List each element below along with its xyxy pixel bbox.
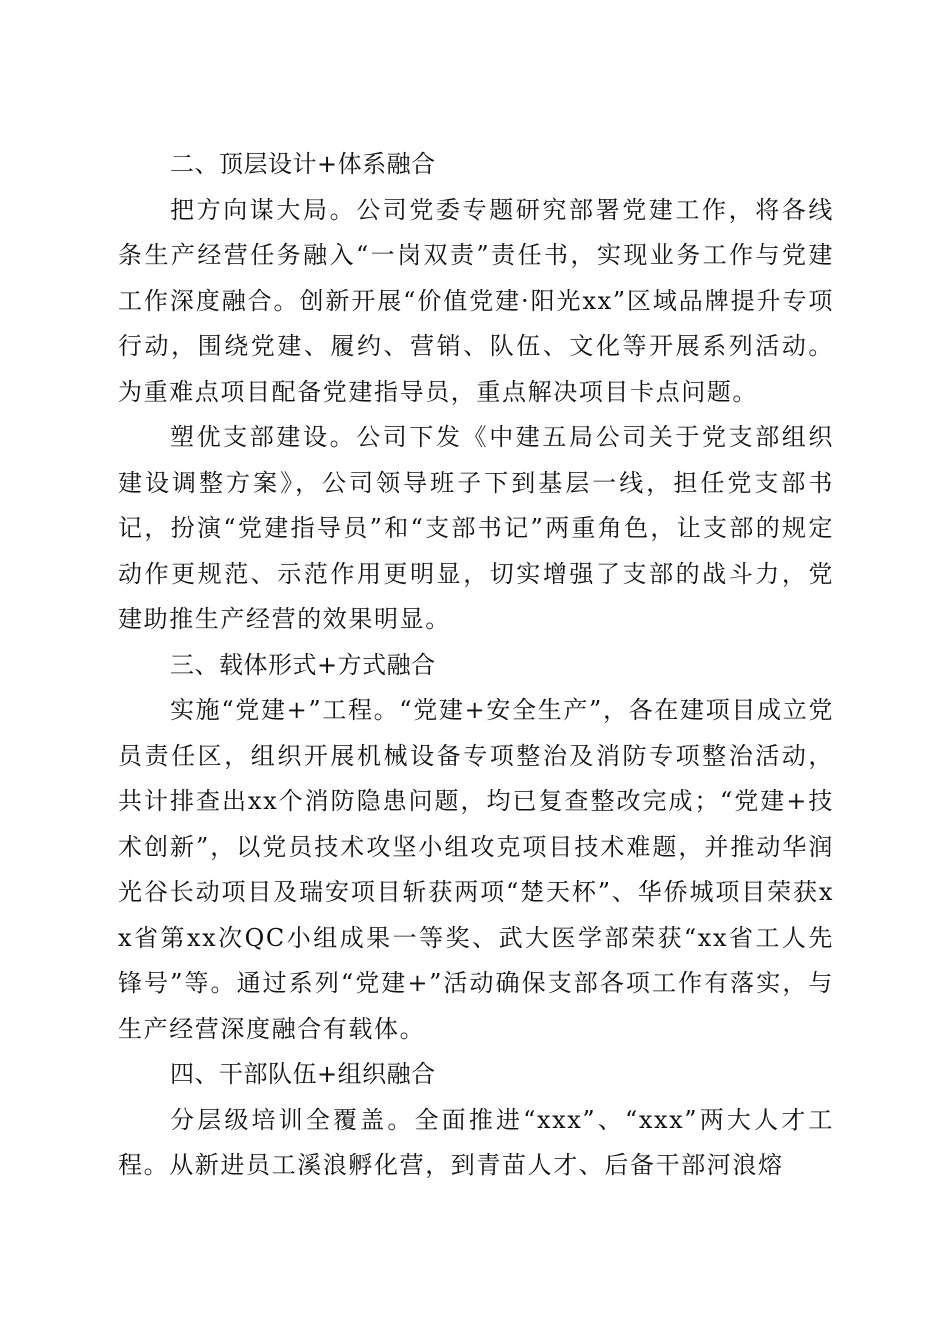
section-heading: 二、顶层设计+体系融合 xyxy=(170,150,436,178)
paragraph: 把方向谋大局。公司党委专题研究部署党建工作，将各线条生产经营任务融入“一岗双责”责任书，实现业务工作与党建工作深度融合。创新开展“价值党建·阳光xx”区域品牌提升专项行动，围绕党建、履约、营销、队伍、文化等开展系列活动。为重难点项目配备党建指导员，重点解决项目卡点问题。 xyxy=(118,195,834,406)
section-heading: 三、载体形式+方式融合 xyxy=(170,650,436,679)
paragraph: 实施“党建+”工程。“党建+安全生产”，各在建项目成立党员责任区，组织开展机械设备专项整治及消防专项整治活动，共计排查出xx个消防隐患问题，均已复查整改完成；“党建+技术创新”，以党员技术攻坚小组攻克项目技术难题，并推动华润光谷长动项目及瑞安项目斩获两项“楚天杯”、华侨城项目荣获xx省第xx次QC小组成果一等奖、武大医学部荣获“xx省工人先锋号”等。通过系列“党建+”活动确保支部各项工作有落实，与生产经营深度融合有载体。 xyxy=(118,696,834,1043)
paragraph: 塑优支部建设。公司下发《中建五局公司关于党支部组织建设调整方案》，公司领导班子下到基层一线，担任党支部书记，扮演“党建指导员”和“支部书记”两重角色，让支部的规定动作更规范、示范作用更明显，切实增强了支部的战斗力，党建助推生产经营的效果明显。 xyxy=(118,423,834,633)
paragraph: 分层级培训全覆盖。全面推进“xxx”、“xxx”两大人才工程。从新进员工溪浪孵化营，到青苗人才、后备干部河浪熔 xyxy=(118,1105,834,1179)
section-heading: 四、干部队伍+组织融合 xyxy=(170,1060,436,1088)
document-body xyxy=(118,142,834,1189)
